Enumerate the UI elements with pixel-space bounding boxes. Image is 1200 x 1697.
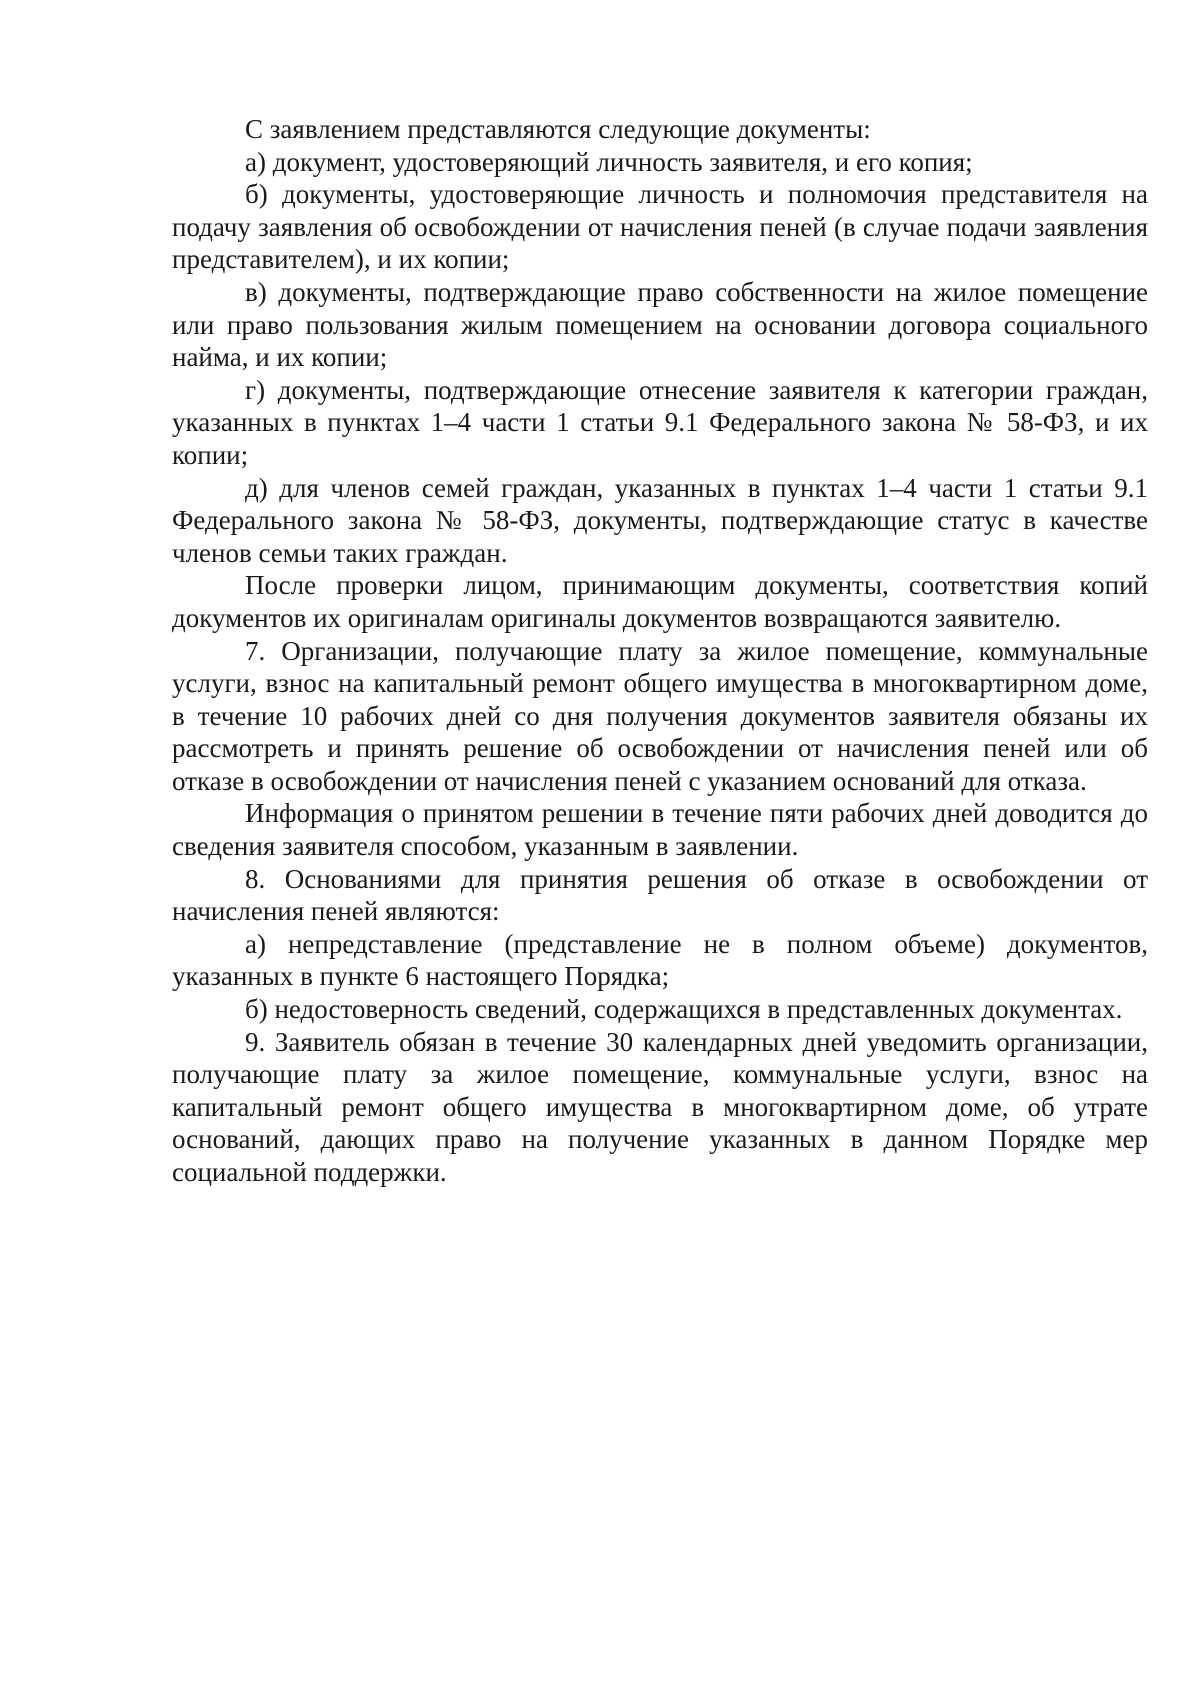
paragraph-documents-intro: С заявлением представляются следующие документы:	[245, 114, 871, 144]
paragraph-refusal-b: б) недостоверность сведений, содержащихся в представленных документах.	[245, 994, 1123, 1025]
paragraph-item-v-ownership: в) документы, подтверждающие право собственности на жилое помещение или право пользования жилым помещением на основании договора социального найма, и их копии;	[172, 276, 1148, 373]
paragraph-section-9: 9. Заявитель обязан в течение 30 календарных дней уведомить организации, получающие плату за жилое помещение, коммунальные услуги, взнос на капитальный ремонт общего имущества в многоквартирном доме, об утрате оснований, дающих право на получение указанных в данном Порядке мер социальной поддержки.	[172, 1026, 1148, 1187]
paragraph-section-7: 7. Организации, получающие плату за жилое помещение, коммунальные услуги, взнос на капитальный ремонт общего имущества в многоквартирном доме, в течение 10 рабочих дней со дня получения документов заявителя обязаны их рассмотреть и принять решение об освобождении от начисления пеней или об отказе в освобождении от начисления пеней с указанием оснований для отказа.	[172, 635, 1148, 796]
paragraph-originals-returned: После проверки лицом, принимающим документы, соответствия копий документов их оригиналам оригиналы документов возвращаются заявителю.	[172, 570, 1148, 633]
paragraph-refusal-a: а) непредставление (представление не в полном объеме) документов, указанных в пункте 6 настоящего Порядка;	[172, 928, 1148, 992]
paragraph-item-b-representative: б) документы, удостоверяющие личность и полномочия представителя на подачу заявления об освобождении от начисления пеней (в случае подачи заявления представителем), и их копии;	[172, 179, 1148, 275]
paragraph-item-d-family: д) для членов семей граждан, указанных в пунктах 1–4 части 1 статьи 9.1 Федерального закона № 58-ФЗ, документы, подтверждающие статус в качестве членов семьи таких граждан.	[172, 472, 1148, 568]
paragraph-decision-info: Информация о принятом решении в течение пяти рабочих дней доводится до сведения заявителя способом, указанным в заявлении.	[172, 798, 1148, 862]
paragraph-item-a-identity: а) документ, удостоверяющий личность заявителя, и его копия;	[245, 146, 973, 177]
paragraph-item-g-category: г) документы, подтверждающие отнесение заявителя к категории граждан, указанных в пунктах 1–4 части 1 статьи 9.1 Федерального закона № 58-ФЗ, и их копии;	[172, 374, 1148, 470]
paragraph-section-8: 8. Основаниями для принятия решения об отказе в освобождении от начисления пеней являются:	[172, 863, 1148, 927]
document-page	[172, 113, 1148, 1189]
